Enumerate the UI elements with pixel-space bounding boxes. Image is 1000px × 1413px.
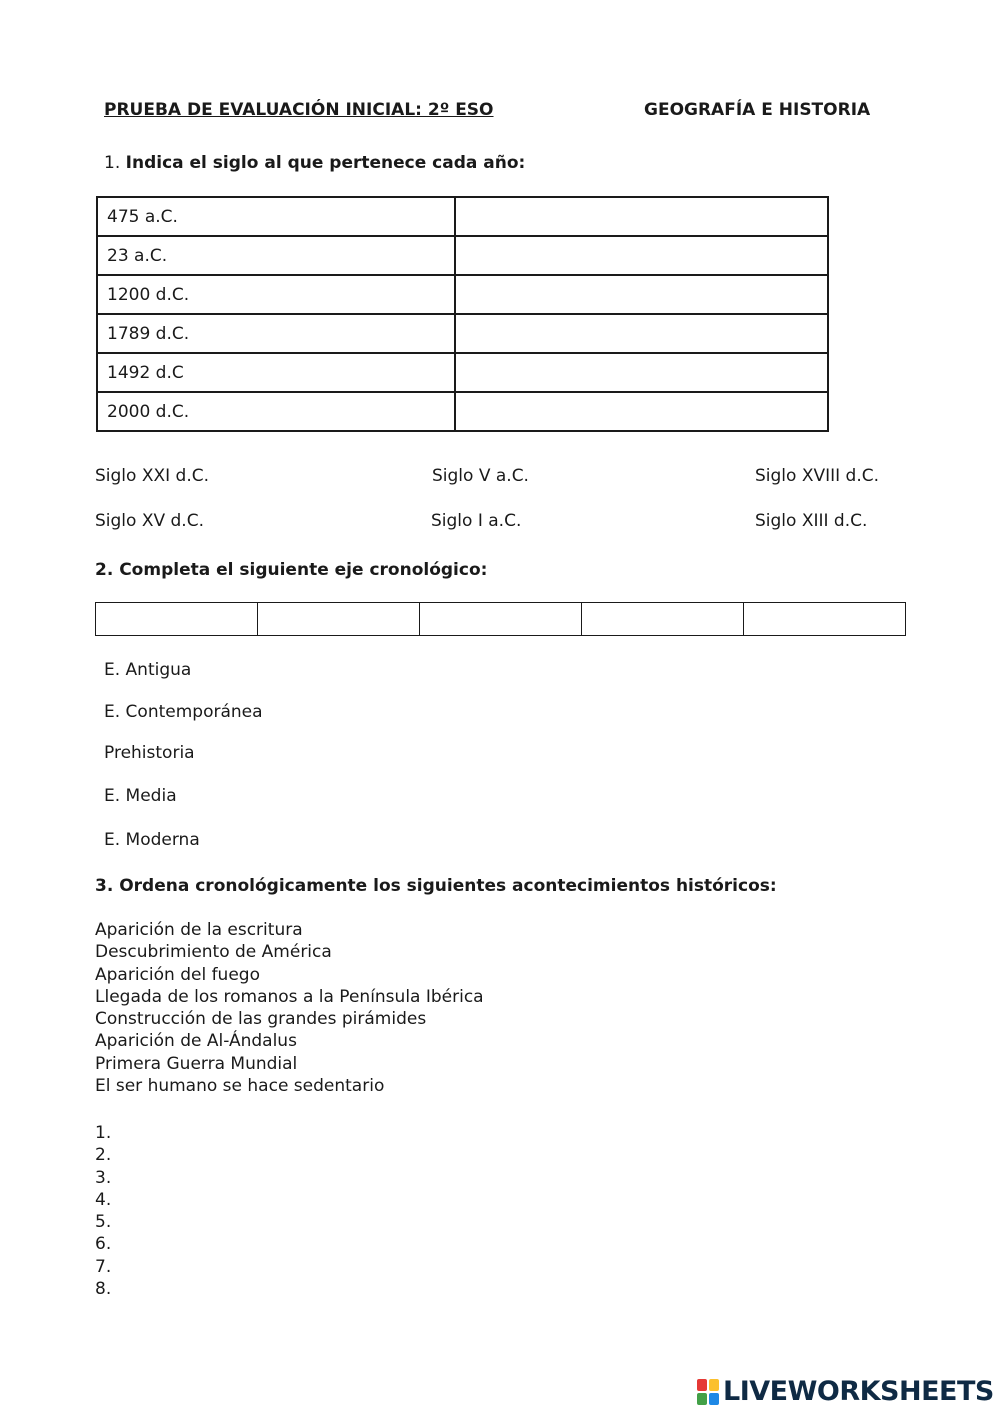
timeline-slot[interactable] — [744, 603, 906, 636]
question-2-text: 2. Completa el siguiente eje cronológico: — [95, 560, 488, 580]
year-cell: 1492 d.C — [97, 353, 455, 392]
order-slot[interactable]: 7. — [95, 1256, 112, 1277]
logo-text: LIVEWORKSHEETS — [723, 1376, 994, 1407]
liveworksheets-logo — [697, 1376, 994, 1407]
events-list — [95, 919, 484, 1097]
year-cell: 2000 d.C. — [97, 392, 455, 431]
order-slot[interactable]: 6. — [95, 1234, 112, 1255]
order-slot[interactable]: 4. — [95, 1189, 112, 1210]
logo-square — [709, 1379, 719, 1391]
era-option[interactable]: E. Antigua — [104, 660, 192, 680]
year-cell: 475 a.C. — [97, 197, 455, 236]
timeline-slot[interactable] — [582, 603, 744, 636]
era-option[interactable]: Prehistoria — [104, 743, 195, 763]
question-1 — [104, 153, 525, 173]
century-option[interactable]: Siglo XXI d.C. — [95, 466, 210, 486]
century-option[interactable]: Siglo XVIII d.C. — [755, 466, 880, 486]
subject-title: GEOGRAFÍA E HISTORIA — [644, 100, 871, 120]
century-option[interactable]: Siglo XIII d.C. — [755, 511, 868, 531]
list-item[interactable]: El ser humano se hace sedentario — [95, 1076, 385, 1097]
table-row — [97, 236, 828, 275]
answer-cell[interactable] — [455, 392, 828, 431]
century-option[interactable]: Siglo V a.C. — [432, 466, 529, 486]
answer-cell[interactable] — [455, 353, 828, 392]
table-row — [97, 314, 828, 353]
year-cell: 23 a.C. — [97, 236, 455, 275]
timeline-slot[interactable] — [420, 603, 582, 636]
timeline-slot[interactable] — [258, 603, 420, 636]
year-cell: 1789 d.C. — [97, 314, 455, 353]
list-item[interactable]: Aparición de Al-Ándalus — [95, 1031, 297, 1052]
order-slot[interactable]: 5. — [95, 1212, 112, 1233]
table-row — [97, 353, 828, 392]
question-1-text: Indica el siglo al que pertenece cada año: — [125, 153, 526, 173]
logo-square — [697, 1393, 707, 1405]
order-slot[interactable]: 2. — [95, 1145, 112, 1166]
table-row — [96, 603, 906, 636]
logo-square — [709, 1393, 719, 1405]
table-row — [97, 197, 828, 236]
era-option[interactable]: E. Contemporánea — [104, 702, 263, 722]
timeline-axis — [95, 602, 906, 636]
century-option[interactable]: Siglo XV d.C. — [95, 511, 204, 531]
era-option[interactable]: E. Media — [104, 786, 177, 806]
logo-square — [697, 1379, 707, 1391]
question-3-text: 3. Ordena cronológicamente los siguientes acontecimientos históricos: — [95, 876, 777, 896]
list-item[interactable]: Aparición del fuego — [95, 964, 260, 985]
order-slot[interactable]: 1. — [95, 1123, 112, 1143]
list-item[interactable]: Construcción de las grandes pirámides — [95, 1009, 427, 1030]
answer-cell[interactable] — [455, 236, 828, 275]
order-answer-list — [95, 1122, 111, 1300]
logo-icon — [697, 1379, 719, 1405]
order-slot[interactable]: 8. — [95, 1279, 112, 1300]
years-table — [96, 196, 829, 432]
era-option[interactable]: E. Moderna — [104, 830, 200, 850]
year-cell: 1200 d.C. — [97, 275, 455, 314]
century-option[interactable]: Siglo I a.C. — [431, 511, 522, 531]
answer-cell[interactable] — [455, 197, 828, 236]
list-item[interactable]: Aparición de la escritura — [95, 920, 303, 940]
page-title: PRUEBA DE EVALUACIÓN INICIAL: 2º ESO — [104, 100, 494, 120]
answer-cell[interactable] — [455, 275, 828, 314]
list-item[interactable]: Descubrimiento de América — [95, 942, 332, 963]
timeline-slot[interactable] — [96, 603, 258, 636]
list-item[interactable]: Llegada de los romanos a la Península Ibérica — [95, 986, 484, 1007]
order-slot[interactable]: 3. — [95, 1167, 112, 1188]
table-row — [97, 275, 828, 314]
question-1-number: 1. — [104, 153, 121, 173]
list-item[interactable]: Primera Guerra Mundial — [95, 1053, 298, 1074]
answer-cell[interactable] — [455, 314, 828, 353]
table-row — [97, 392, 828, 431]
